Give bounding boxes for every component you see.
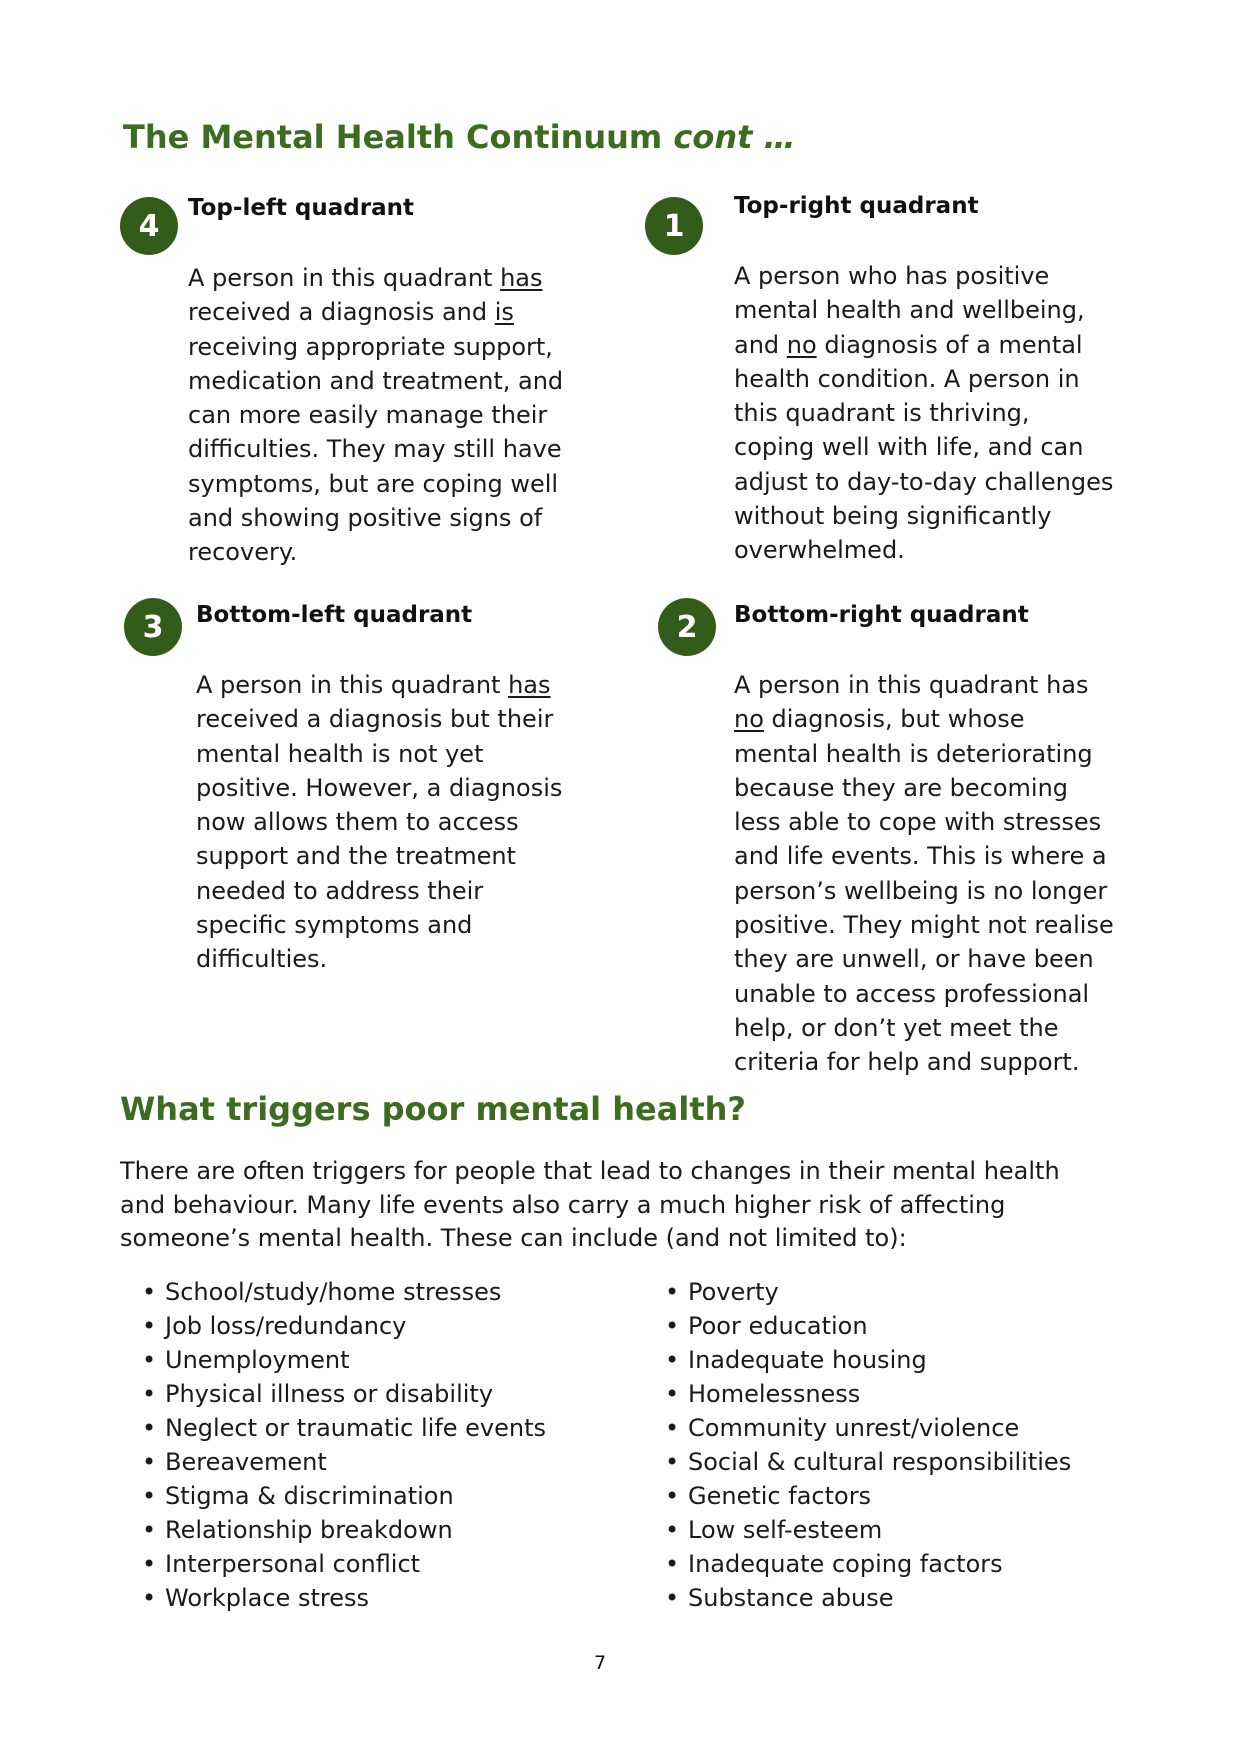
list-item-text: Physical illness or disability <box>165 1380 494 1408</box>
list-item <box>643 1275 1071 1309</box>
body-line: and life events. This is where a <box>734 842 1107 871</box>
body-line: criteria for help and support. <box>734 1048 1080 1077</box>
list-item <box>120 1445 546 1479</box>
body-line: person’s wellbeing is no longer <box>734 876 1108 905</box>
list-item-text: School/study/home stresses <box>165 1278 502 1306</box>
body-line: now allows them to access <box>196 808 519 837</box>
intro-line: and behaviour. Many life events also carry a much higher risk of affecting <box>120 1190 1006 1219</box>
quadrant-number-badge: 4 <box>120 197 178 255</box>
body-line: support and the treatment <box>196 842 516 871</box>
body-line: receiving appropriate support, <box>188 332 553 361</box>
list-item-text: Genetic factors <box>688 1482 872 1510</box>
list-item-text: Homelessness <box>688 1380 861 1408</box>
bullet-icon: • <box>665 1516 680 1544</box>
body-line: mental health is not yet <box>196 739 484 768</box>
bullet-icon: • <box>665 1448 680 1476</box>
quadrant-number-badge: 2 <box>658 598 716 656</box>
list-item <box>120 1377 546 1411</box>
body-line: and no diagnosis of a mental <box>734 330 1083 359</box>
bullet-icon: • <box>665 1414 680 1442</box>
body-line: adjust to day-to-day challenges <box>734 467 1114 496</box>
body-line: overwhelmed. <box>734 536 905 565</box>
body-line: A person in this quadrant has <box>734 671 1089 699</box>
quadrant-body <box>734 259 1174 568</box>
bullet-icon: • <box>142 1278 157 1306</box>
body-line: this quadrant is thriving, <box>734 399 1030 428</box>
list-item <box>643 1343 1071 1377</box>
body-line: can more easily manage their <box>188 401 548 430</box>
body-line: help, or don’t yet meet the <box>734 1013 1059 1042</box>
body-line: specific symptoms and <box>196 911 473 940</box>
list-item-text: Unemployment <box>165 1346 350 1374</box>
body-line: less able to cope with stresses <box>734 808 1102 837</box>
underlined-word: has <box>500 264 543 292</box>
intro-line: someone’s mental health. These can include (and not limited to): <box>120 1224 907 1252</box>
page-title <box>123 118 796 156</box>
list-item-text: Poverty <box>688 1278 779 1306</box>
underlined-word: is <box>494 298 514 327</box>
page-number: 7 <box>594 1652 607 1674</box>
list-item-text: Bereavement <box>165 1448 327 1476</box>
underlined-word: no <box>786 330 817 359</box>
page-title-italic: cont … <box>673 118 796 156</box>
body-line: mental health is deteriorating <box>734 739 1093 768</box>
bullet-icon: • <box>142 1380 157 1408</box>
bullet-icon: • <box>142 1312 157 1340</box>
list-item <box>643 1411 1071 1445</box>
body-line: without being significantly <box>734 502 1052 531</box>
list-item-text: Substance abuse <box>688 1584 894 1612</box>
list-item-text: Inadequate coping factors <box>688 1550 1003 1578</box>
body-line: health condition. A person in <box>734 364 1080 393</box>
bullet-icon: • <box>665 1346 680 1374</box>
list-item-text: Social & cultural responsibilities <box>688 1448 1072 1476</box>
bullet-icon: • <box>665 1278 680 1306</box>
body-line: needed to address their <box>196 876 484 905</box>
body-line: symptoms, but are coping well <box>188 469 559 498</box>
quadrant-heading: Top-right quadrant <box>734 193 979 219</box>
list-item-text: Inadequate housing <box>688 1346 927 1374</box>
list-item <box>120 1513 546 1547</box>
list-item-text: Community unrest/violence <box>688 1414 1020 1442</box>
page-title-main: The Mental Health Continuum <box>123 118 674 156</box>
body-line: coping well with life, and can <box>734 433 1084 462</box>
list-item <box>643 1547 1071 1581</box>
body-line: difficulties. <box>196 945 328 974</box>
quadrant-heading: Bottom-left quadrant <box>196 602 473 628</box>
quadrant-number-badge: 1 <box>645 197 703 255</box>
quadrant-body <box>188 261 598 570</box>
body-line: received a diagnosis and is <box>188 298 514 327</box>
list-item <box>643 1309 1071 1343</box>
body-line: and showing positive signs of <box>188 504 543 533</box>
list-item <box>643 1445 1071 1479</box>
quadrant-body <box>734 668 1174 1080</box>
list-item-text: Relationship breakdown <box>165 1516 453 1544</box>
body-line: positive. However, a diagnosis <box>196 773 563 802</box>
list-item <box>120 1343 546 1377</box>
body-line: medication and treatment, and <box>188 366 564 395</box>
quadrant-heading: Top-left quadrant <box>188 195 414 221</box>
quadrant-number-badge: 3 <box>124 598 182 656</box>
bullet-icon: • <box>665 1482 680 1510</box>
list-item-text: Stigma & discrimination <box>165 1482 454 1510</box>
bullet-icon: • <box>665 1550 680 1578</box>
body-line: they are unwell, or have been <box>734 945 1094 974</box>
body-line: received a diagnosis but their <box>196 705 554 734</box>
list-item-text: Interpersonal conflict <box>165 1550 421 1578</box>
underlined-word: no <box>734 705 764 734</box>
list-item <box>643 1581 1071 1615</box>
body-line: unable to access professional <box>734 979 1090 1008</box>
list-item-text: Neglect or traumatic life events <box>165 1414 547 1442</box>
list-item-text: Job loss/redundancy <box>165 1312 407 1340</box>
bullet-icon: • <box>142 1482 157 1510</box>
triggers-intro <box>120 1155 1060 1256</box>
bullet-icon: • <box>142 1516 157 1544</box>
list-item <box>120 1581 546 1615</box>
triggers-list-right <box>643 1275 1071 1615</box>
bullet-icon: • <box>665 1584 680 1612</box>
bullet-icon: • <box>665 1312 680 1340</box>
intro-line: There are often triggers for people that lead to changes in their mental health <box>120 1157 1060 1185</box>
list-item-text: Low self-esteem <box>688 1516 883 1544</box>
quadrant-heading: Bottom-right quadrant <box>734 602 1029 628</box>
quadrant-body <box>196 668 606 977</box>
body-line: mental health and wellbeing, <box>734 296 1085 325</box>
body-line: recovery. <box>188 538 298 567</box>
body-line: no diagnosis, but whose <box>734 705 1025 734</box>
body-line: A person in this quadrant has <box>196 671 551 699</box>
section-title-triggers: What triggers poor mental health? <box>120 1090 746 1128</box>
bullet-icon: • <box>142 1550 157 1578</box>
list-item <box>120 1547 546 1581</box>
list-item <box>643 1513 1071 1547</box>
body-line: difficulties. They may still have <box>188 435 562 464</box>
list-item <box>643 1377 1071 1411</box>
list-item <box>120 1411 546 1445</box>
list-item-text: Poor education <box>688 1312 868 1340</box>
body-line: because they are becoming <box>734 773 1069 802</box>
underlined-word: has <box>508 671 551 699</box>
list-item <box>643 1479 1071 1513</box>
bullet-icon: • <box>142 1414 157 1442</box>
bullet-icon: • <box>665 1380 680 1408</box>
bullet-icon: • <box>142 1584 157 1612</box>
bullet-icon: • <box>142 1448 157 1476</box>
body-line: A person in this quadrant has <box>188 264 543 292</box>
body-line: positive. They might not realise <box>734 911 1114 940</box>
bullet-icon: • <box>142 1346 157 1374</box>
list-item <box>120 1309 546 1343</box>
list-item-text: Workplace stress <box>165 1584 369 1612</box>
body-line: A person who has positive <box>734 262 1050 290</box>
triggers-list-left <box>120 1275 546 1615</box>
list-item <box>120 1479 546 1513</box>
list-item <box>120 1275 546 1309</box>
